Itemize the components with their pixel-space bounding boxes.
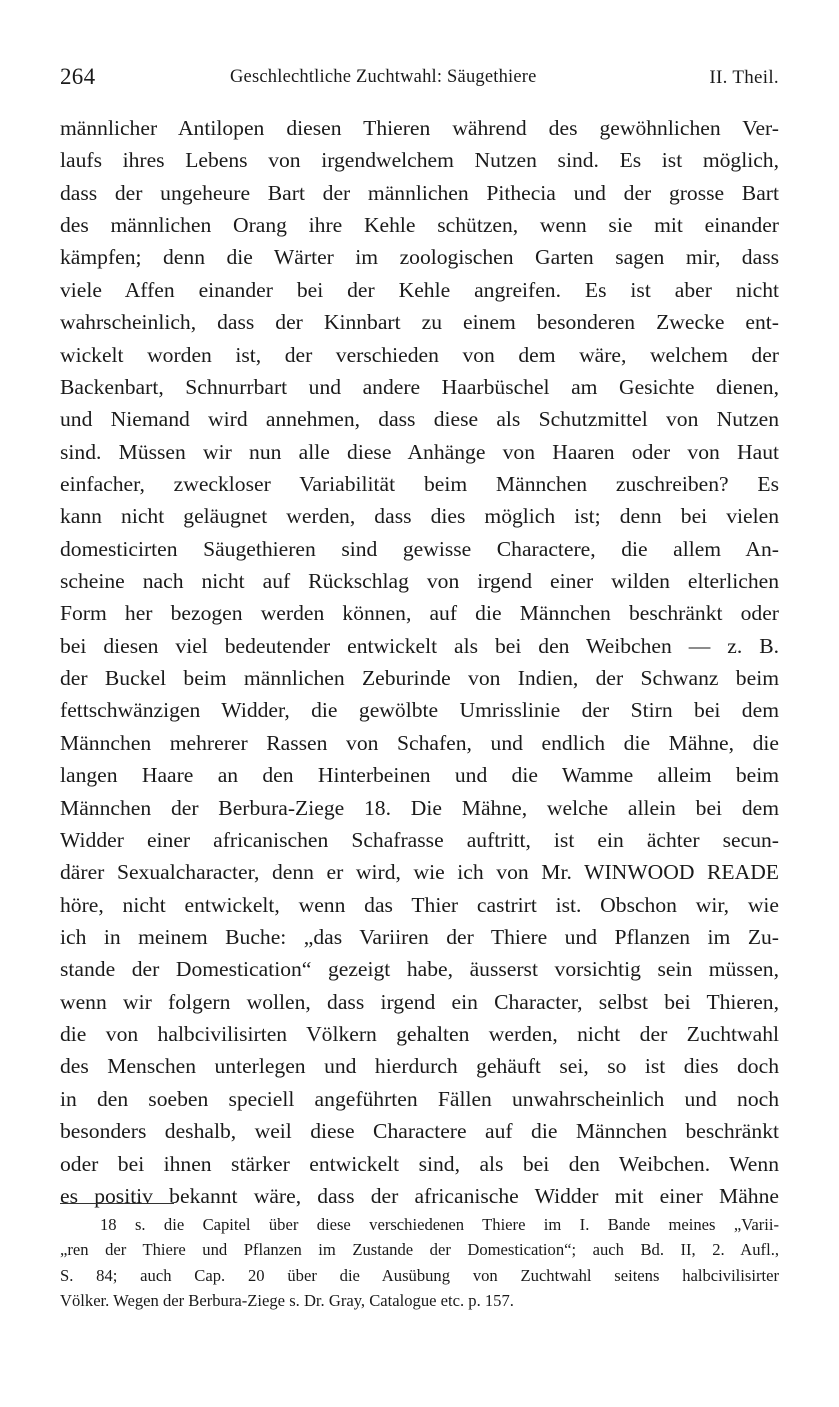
text-line: männlicher Antilopen diesen Thieren während des gewöhnlichen Ver-: [60, 116, 779, 140]
text-line: wickelt worden ist, der verschieden von dem wäre, welchem der: [60, 342, 779, 367]
footnote-divider: [60, 1203, 174, 1204]
text-line: laufs ihres Lebens von irgendwelchem Nutzen sind. Es ist möglich,: [60, 148, 779, 173]
text-line: dass der ungeheure Bart der männlichen Pithecia und der grosse Bart: [60, 180, 779, 205]
text-line: kann nicht geläugnet werden, dass dies möglich ist; denn bei vielen: [60, 504, 779, 529]
footnote-line: 18 s. die Capitel über diese verschiedenen Thiere im I. Bande meines „Varii-: [100, 1215, 779, 1234]
page-number: 264: [60, 64, 96, 89]
text-line: einfacher, zweckloser Variabilität beim Männchen zuschreiben? Es: [60, 471, 779, 496]
text-line: viele Affen einander bei der Kehle angreifen. Es ist aber nicht: [60, 277, 779, 302]
text-line: es positiv bekannt wäre, dass der africanische Widder mit einer Mähne: [60, 1183, 779, 1208]
text-line: wenn wir folgern wollen, dass irgend ein Character, selbst bei Thieren,: [60, 989, 779, 1014]
text-line: Widder einer africanischen Schafrasse auftritt, ist ein ächter secun-: [60, 827, 779, 852]
text-line: besonders deshalb, weil diese Charactere auf die Männchen beschränkt: [60, 1119, 779, 1144]
text-line: scheine nach nicht auf Rückschlag von irgend einer wilden elterlichen: [60, 569, 779, 594]
footnotes: [60, 1212, 779, 1313]
text-line: des männlichen Orang ihre Kehle schützen, wenn sie mit einander: [60, 213, 779, 238]
part-label: II. Theil.: [709, 67, 779, 88]
text-line: der Buckel beim männlichen Zeburinde von Indien, der Schwanz beim: [60, 666, 779, 691]
text-line: Männchen der Berbura-Ziege 18. Die Mähne, welche allein bei dem: [60, 795, 779, 820]
text-line: oder bei ihnen stärker entwickelt sind, als bei den Weibchen. Wenn: [60, 1151, 779, 1176]
text-line: Männchen mehrerer Rassen von Schafen, und endlich die Mähne, die: [60, 730, 779, 755]
text-line: därer Sexualcharacter, denn er wird, wie ich von Mr. WINWOOD READE: [60, 860, 779, 885]
text-line: und Niemand wird annehmen, dass diese als Schutzmittel von Nutzen: [60, 407, 779, 432]
text-line: die von halbcivilisirten Völkern gehalten werden, nicht der Zuchtwahl: [60, 1022, 779, 1047]
footnote-line: Völker. Wegen der Berbura-Ziege s. Dr. Gray, Catalogue etc. p. 157.: [60, 1290, 514, 1310]
text-line: des Menschen unterlegen und hierdurch gehäuft sei, so ist dies doch: [60, 1054, 779, 1079]
main-text: [60, 112, 779, 1212]
text-line: wahrscheinlich, dass der Kinnbart zu einem besonderen Zwecke ent-: [60, 310, 779, 335]
text-line: Form her bezogen werden können, auf die Männchen beschränkt oder: [60, 601, 779, 626]
text-line: sind. Müssen wir nun alle diese Anhänge von Haaren oder von Haut: [60, 439, 779, 464]
footnote-line: „ren der Thiere und Pflanzen im Zustande der Domestication“; auch Bd. II, 2. Aufl.,: [60, 1240, 779, 1260]
text-line: langen Haare an den Hinterbeinen und die Wamme alleim beim: [60, 763, 779, 788]
text-line: Backenbart, Schnurrbart und andere Haarbüschel am Gesichte dienen,: [60, 374, 779, 399]
running-header: [60, 64, 779, 98]
footnote-line: S. 84; auch Cap. 20 über die Ausübung von Zuchtwahl seitens halbcivilisirter: [60, 1265, 779, 1285]
text-line: ich in meinem Buche: „das Variiren der Thiere und Pflanzen im Zu-: [60, 924, 779, 949]
text-line: kämpfen; denn die Wärter im zoologischen Garten sagen mir, dass: [60, 245, 779, 270]
text-line: höre, nicht entwickelt, wenn das Thier castrirt ist. Obschon wir, wie: [60, 892, 779, 917]
text-line: domesticirten Säugethieren sind gewisse Charactere, die allem An-: [60, 536, 779, 561]
running-title: Geschlechtliche Zuchtwahl: Säugethiere: [230, 67, 537, 87]
text-line: bei diesen viel bedeutender entwickelt als bei den Weibchen — z. B.: [60, 633, 779, 658]
text-line: stande der Domestication“ gezeigt habe, äusserst vorsichtig sein müssen,: [60, 957, 779, 982]
text-line: fettschwänzigen Widder, die gewölbte Umrisslinie der Stirn bei dem: [60, 698, 779, 723]
text-line: in den soeben speciell angeführten Fällen unwahrscheinlich und noch: [60, 1086, 779, 1111]
